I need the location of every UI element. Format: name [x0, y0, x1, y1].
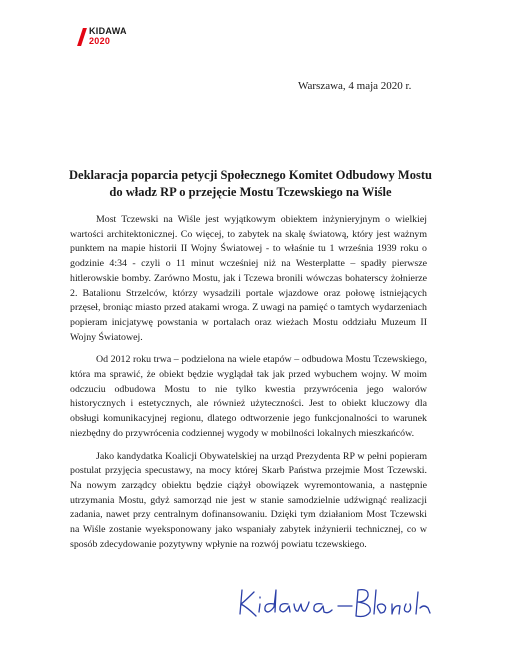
- letter-body: [70, 213, 427, 560]
- title-line-2: do władz RP o przejęcie Mostu Tczewskiego na Wiśle: [109, 185, 392, 199]
- title-line-1: Deklaracja poparcia petycji Społecznego Komitet Odbudowy Mostu: [69, 168, 432, 182]
- body-paragraph: Jako kandydatka Koalicji Obywatelskiej na urząd Prezydenta RP w pełni popieram postulat przyjęcia specustawy, na mocy której Skarb Państwa przejmie Most Tczewski. Na nowym zarządcy obiektu będzie ciążył obowiązek wyremontowania, a następnie utrzymania Mostu, gdyż samorząd nie jest w stanie samodzielnie udźwignąć realizacji zadania, nawet przy centralnym dofinansowaniu. Dzięki tym działaniom Most Tczewski na Wiśle zostanie wyeksponowany jako wspaniały zabytek inżynierii technicznej, co w sposób zdecydowanie pozytywny wpłynie na rozwój powiatu tczewskiego.: [70, 450, 427, 550]
- logo-year: 2020: [89, 36, 111, 46]
- logo-slash-mark: [77, 28, 87, 46]
- handwritten-signature: [234, 582, 434, 622]
- campaign-logo: [80, 27, 127, 46]
- letter-date: Warszawa, 4 maja 2020 r.: [298, 80, 412, 92]
- logo-name: KIDAWA: [89, 26, 127, 36]
- body-paragraph: Most Tczewski na Wiśle jest wyjątkowym obiektem inżynieryjnym o wielkiej wartości architektonicznej. Co więcej, to zabytek na skalę światową, który jest ważnym punktem na mapie historii II Wojny Światowej - to właśnie tu 1 września 1939 roku o godzinie 4:34 - czyli o 11 minut wcześniej niż na Westerplatte – spadły pierwsze hitlerowskie bomby. Zarówno Mostu, jak i Tczewa bronili wówczas bohaterscy żołnierze 2. Batalionu Strzelców, którzy wysadzili portale wjazdowe oraz połowę istniejących przęseł, broniąc miasto przed atakami wroga. Z uwagi na pamięć o tamtych wydarzeniach popieram inicjatywę powstania w portalach oraz wieżach Mostu oddziału Muzeum II Wojny Światowej.: [70, 214, 427, 343]
- letter-title: [58, 167, 443, 201]
- body-paragraph: Od 2012 roku trwa – podzielona na wiele etapów – odbudowa Mostu Tczewskiego, która ma sprawić, że obiekt będzie wyglądał tak jak przed wybuchem wojny. W moim odczuciu odbudowa Mostu to nie tylko kwestia przywrócenia jego walorów historycznych i estetycznych, ale również użyteczności. Jest to obiekt kluczowy dla obsługi komunikacyjnej regionu, dlatego odtworzenie jego funkcjonalności to warunek niezbędny do przywrócenia codziennej wygody w mobilności lokalnych mieszkańców.: [70, 354, 427, 439]
